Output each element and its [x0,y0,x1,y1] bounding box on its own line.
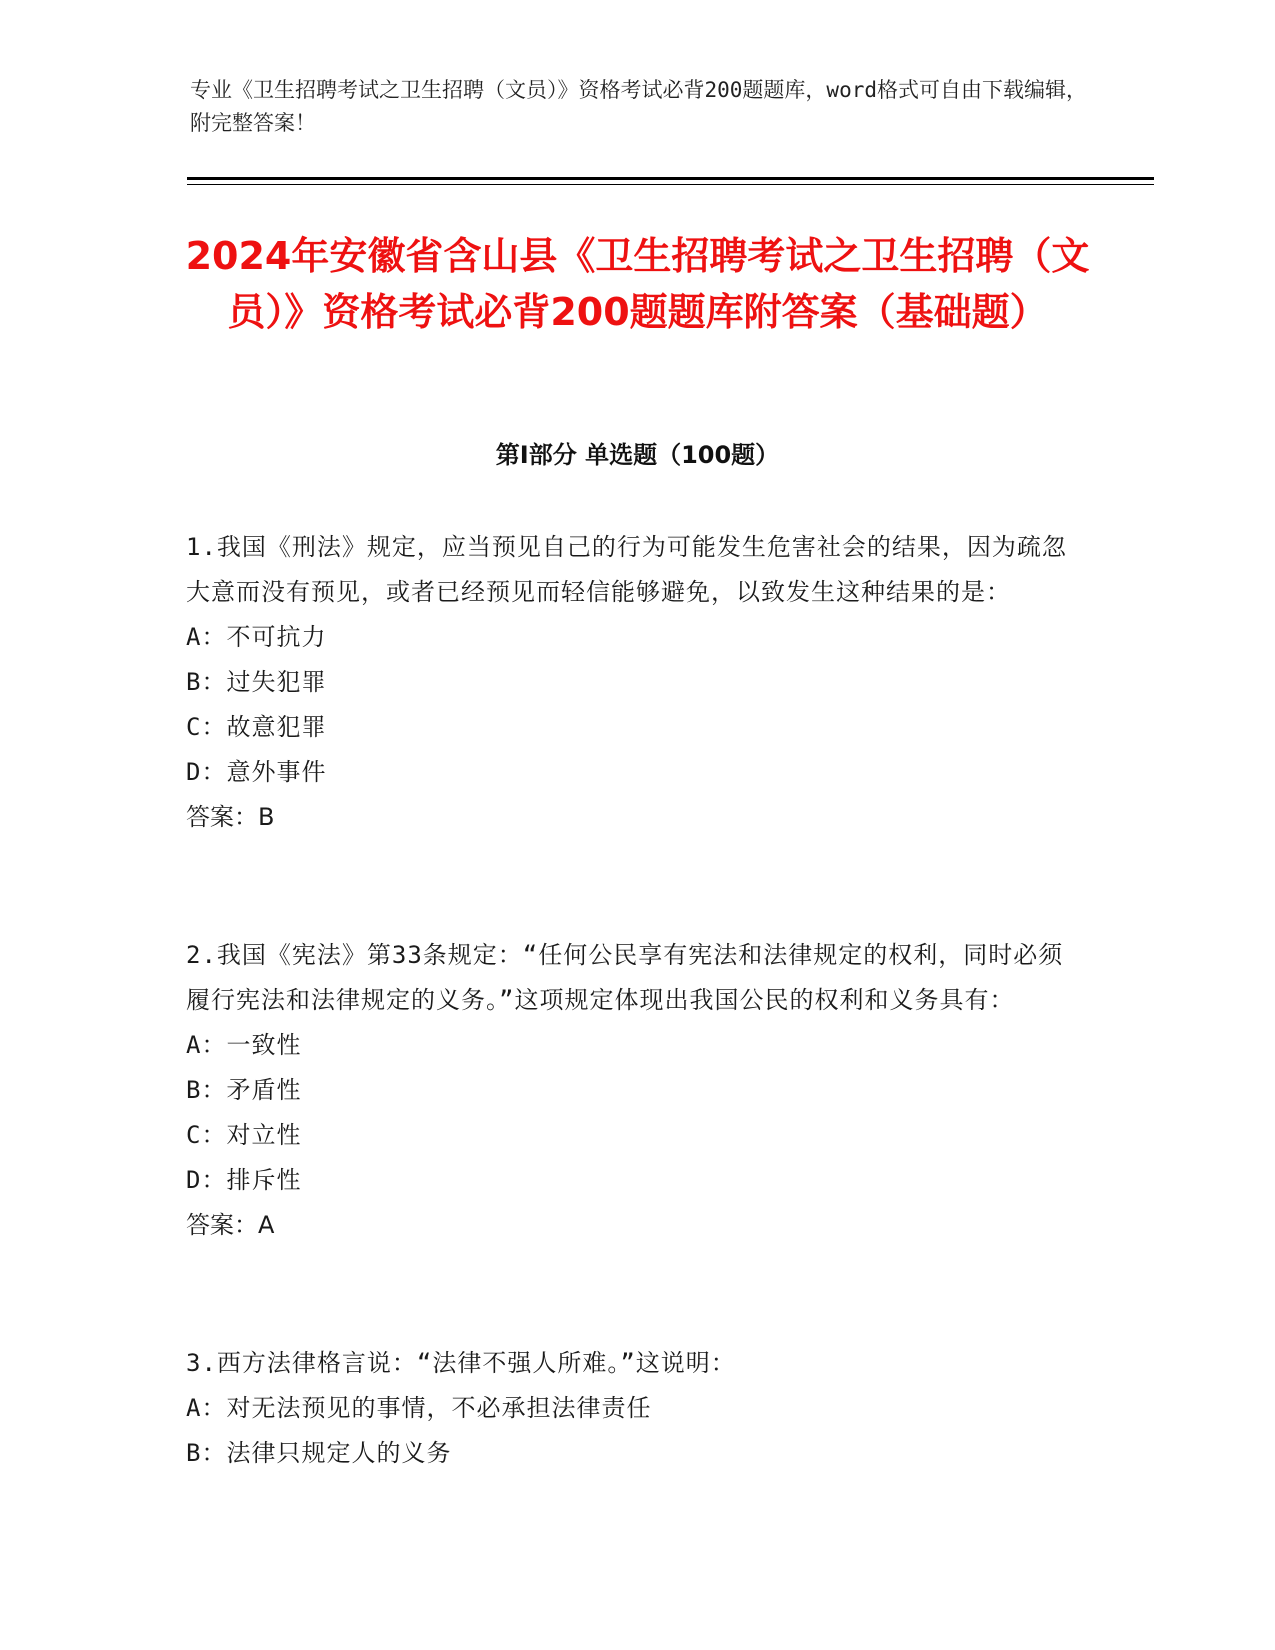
document-title: 2024年安徽省含山县《卫生招聘考试之卫生招聘（文员）》资格考试必背200题题库附答案（基础题） [185,234,1090,334]
answer: 答案：A [186,1211,275,1239]
question-2 [186,933,1086,1248]
answer: 答案：B [186,803,275,831]
option-d: D：意外事件 [186,758,327,786]
header-divider-thick [187,177,1154,180]
question-1 [186,525,1086,840]
option-b: B：矛盾性 [186,1076,302,1104]
option-c: C：故意犯罪 [186,713,327,741]
section-heading: 第I部分 单选题（100题） [495,441,780,469]
option-a: A：对无法预见的事情，不必承担法律责任 [186,1394,652,1422]
option-c: C：对立性 [186,1121,302,1149]
option-b: B：法律只规定人的义务 [186,1439,452,1467]
question-stem: 2.我国《宪法》第33条规定：“任何公民享有宪法和法律规定的权利，同时必须履行宪法和法律规定的义务。”这项规定体现出我国公民的权利和义务具有： [186,941,1064,1014]
option-a: A：不可抗力 [186,623,327,651]
option-a: A：一致性 [186,1031,302,1059]
question-stem: 3.西方法律格言说：“法律不强人所难。”这说明： [186,1349,736,1377]
question-3 [186,1341,1086,1476]
option-d: D：排斥性 [186,1166,302,1194]
header-divider-thin [187,184,1154,185]
option-b: B：过失犯罪 [186,668,327,696]
question-stem: 1.我国《刑法》规定，应当预见自己的行为可能发生危害社会的结果，因为疏忽大意而没有预见，或者已经预见而轻信能够避免，以致发生这种结果的是： [186,533,1067,606]
header-note: 专业《卫生招聘考试之卫生招聘（文员）》资格考试必背200题题库，word格式可自由下载编辑，附完整答案！ [190,78,1087,135]
